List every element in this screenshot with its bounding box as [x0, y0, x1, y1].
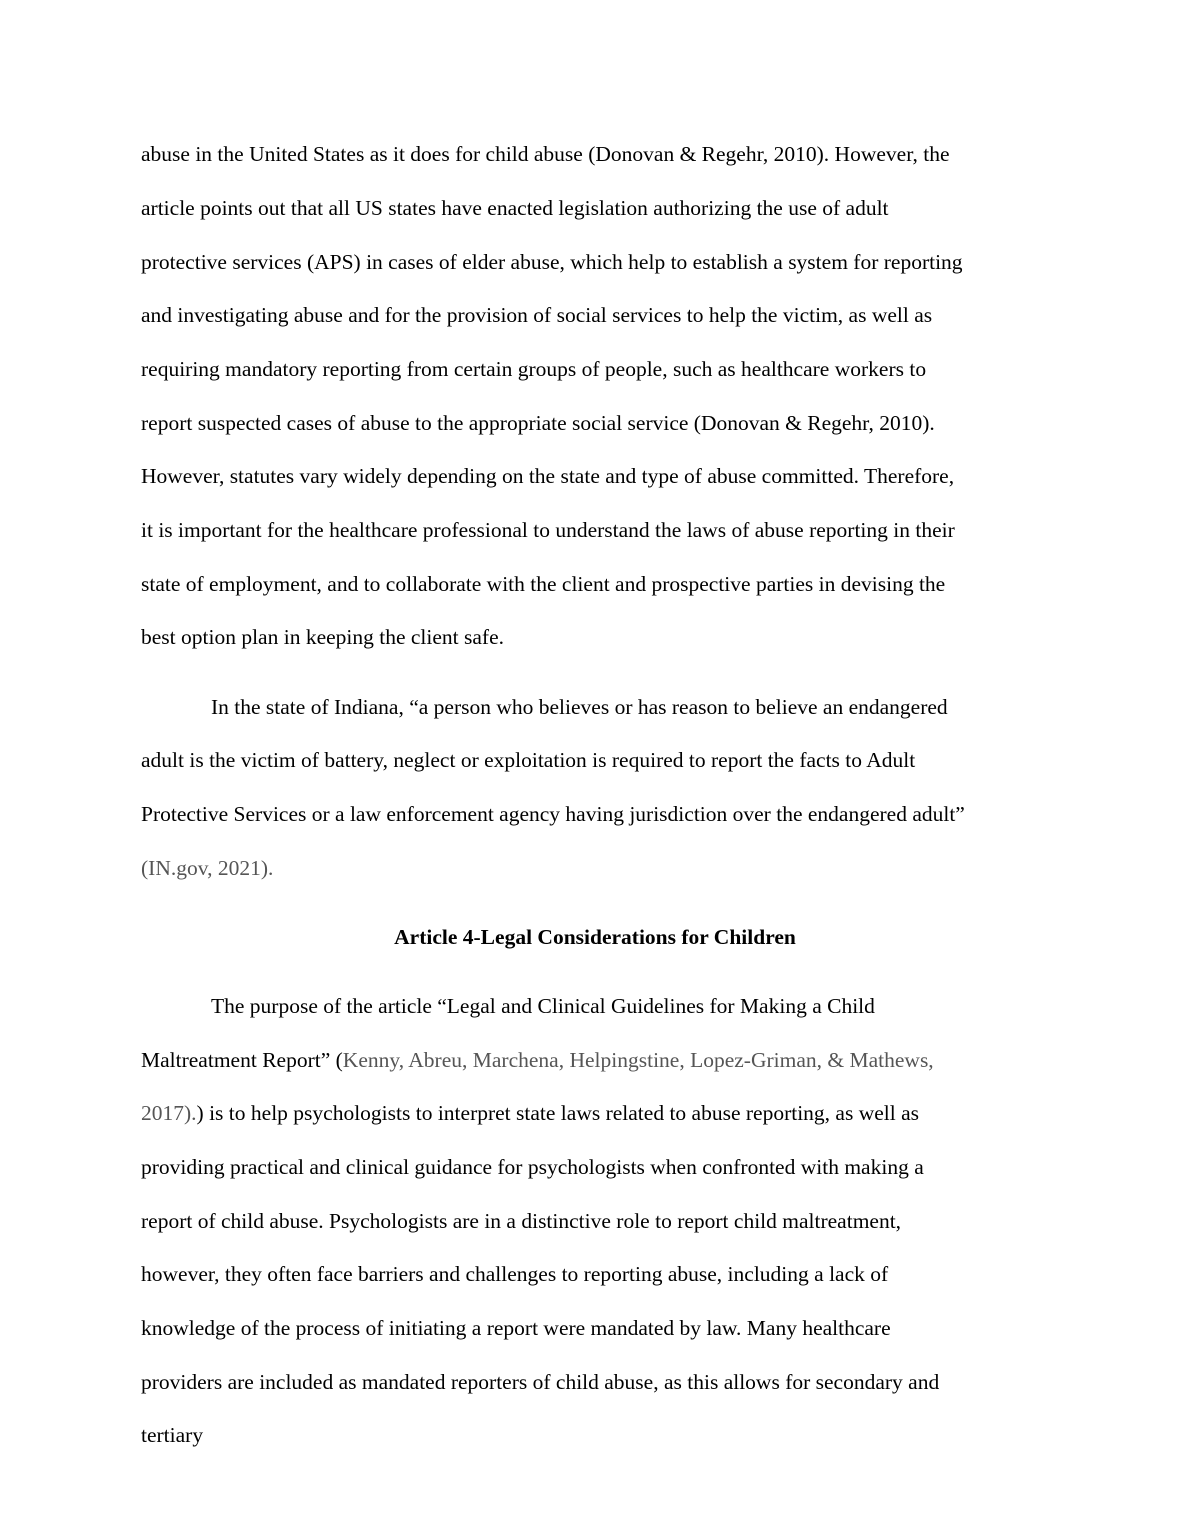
paragraph-line: article points out that all US states have enacted legislation authorizing the use of adult — [141, 196, 889, 220]
paragraph-line: Protective Services or a law enforcement agency having jurisdiction over the endangered adult” — [141, 802, 965, 826]
paragraph-line: report of child abuse. Psychologists are in a distinctive role to report child maltreatment, — [141, 1209, 902, 1233]
paragraph-line: tertiary — [141, 1423, 204, 1447]
section-heading: Article 4-Legal Considerations for Children — [394, 925, 796, 949]
paragraph-line: The purpose of the article “Legal and Clinical Guidelines for Making a Child — [211, 994, 875, 1018]
paragraph-line: knowledge of the process of initiating a report were mandated by law. Many healthcare — [141, 1316, 891, 1340]
paragraph-line — [141, 1045, 934, 1075]
paragraph-line: providing practical and clinical guidance for psychologists when confronted with making a — [141, 1155, 924, 1179]
paragraph-line: providers are included as mandated reporters of child abuse, as this allows for secondary and — [141, 1370, 940, 1394]
citation: (IN.gov, 2021). — [141, 856, 274, 880]
paragraph-line: adult is the victim of battery, neglect or exploitation is required to report the facts to Adult — [141, 748, 916, 772]
paragraph-line: best option plan in keeping the client safe. — [141, 625, 505, 649]
paragraph-line — [141, 1098, 919, 1128]
citation: Kenny, Abreu, Marchena, Helpingstine, Lopez-Griman, & Mathews, — [342, 1048, 934, 1072]
paragraph-text: ) is to help psychologists to interpret state laws related to abuse reporting, as well as — [196, 1101, 920, 1125]
paragraph-line: however, they often face barriers and challenges to reporting abuse, including a lack of — [141, 1262, 889, 1286]
citation: 2017). — [141, 1101, 197, 1125]
paragraph-line: it is important for the healthcare professional to understand the laws of abuse reporting in their — [141, 518, 955, 542]
paragraph-text: Maltreatment Report” ( — [141, 1048, 343, 1072]
paragraph-line: protective services (APS) in cases of elder abuse, which help to establish a system for reporting — [141, 250, 963, 274]
paragraph-line: However, statutes vary widely depending on the state and type of abuse committed. Therefore, — [141, 464, 955, 488]
paragraph-line: requiring mandatory reporting from certain groups of people, such as healthcare workers to — [141, 357, 927, 381]
paragraph-line: abuse in the United States as it does for child abuse (Donovan & Regehr, 2010). However, the — [141, 142, 950, 166]
paragraph-line: state of employment, and to collaborate with the client and prospective parties in devising the — [141, 572, 946, 596]
paragraph-line: report suspected cases of abuse to the appropriate social service (Donovan & Regehr, 2010). — [141, 411, 935, 435]
paragraph-line: and investigating abuse and for the provision of social services to help the victim, as well as — [141, 303, 933, 327]
paragraph-line: In the state of Indiana, “a person who believes or has reason to believe an endangered — [211, 695, 948, 719]
